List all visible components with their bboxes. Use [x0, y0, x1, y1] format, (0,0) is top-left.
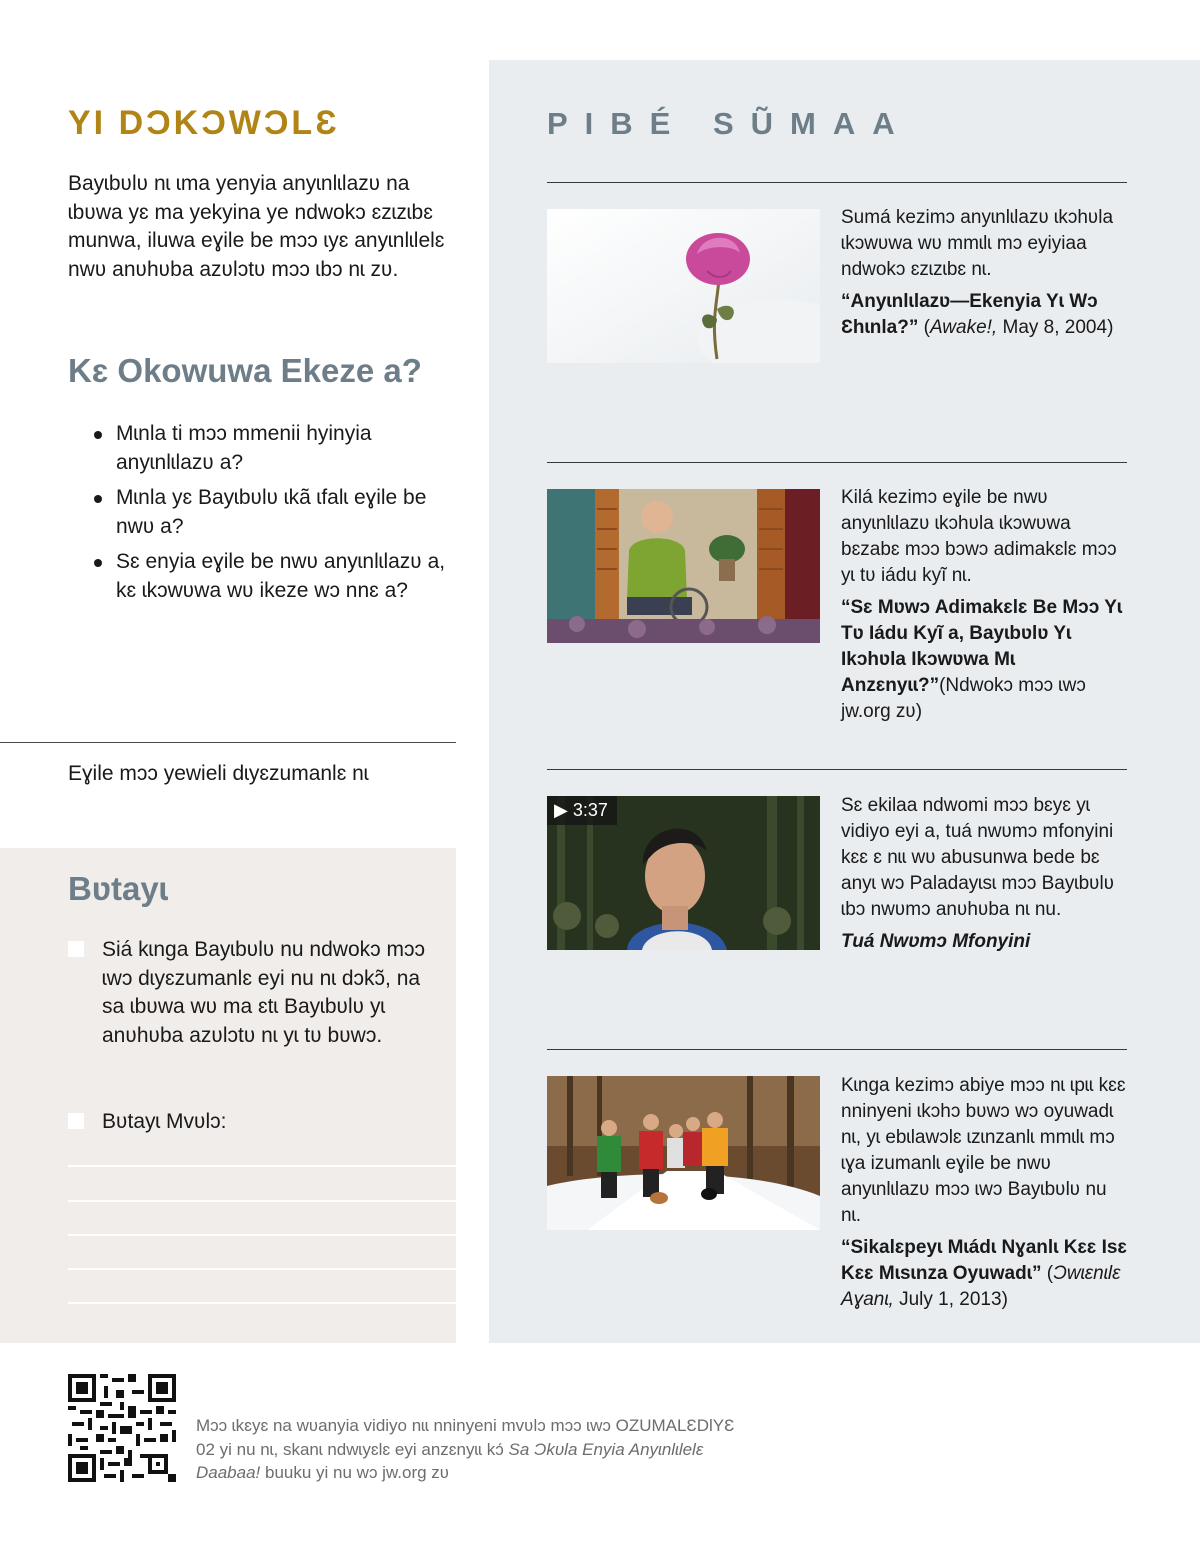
- task-item: [68, 1108, 428, 1137]
- research-item-reference[interactable]: [841, 595, 1131, 725]
- divider: [547, 769, 1127, 770]
- research-item: [841, 485, 1131, 725]
- research-item: [841, 1073, 1131, 1313]
- divider: [547, 1049, 1127, 1050]
- reference-title: “Sikalɛpeyɩ Mɩádɩ Nɣanlɩ Kɛɛ Ɩsɛ Kɛɛ Mɩsɩnza Oyuwadɩ”: [841, 1237, 1127, 1284]
- question-item: Mɩnla ti mɔɔ mmenii hyinyia anyɩnlɩlazʋ a?: [90, 420, 450, 477]
- question-item: Mɩnla yɛ Bayɩbʋlʋ ɩkã ɩfalɩ eɣile be nwʋ a?: [90, 484, 450, 541]
- research-item-description: Sɛ ekilaa ndwomi mɔɔ bɛyɛ yɩ vidiyo eyi a, tuá nwʋmɔ mfonyini kɛɛ ɛ nɩɩ wʋ abusunwa bede bɛ anyɩ wɔ Paladayɩsɩ mɔɔ Bayɩbʋlʋ ɩbɔ nwʋmɔ anʋhʋba nɩ nu.: [841, 795, 1115, 920]
- question-item: Sɛ enyia eɣile be nwʋ anyɩnlɩlazʋ a, kɛ ɩkɔwʋwa wʋ ikeze wɔ nnɛ a?: [90, 548, 450, 605]
- divider: [0, 742, 456, 743]
- questions-title: Kɛ Okowuwa Ekeze a?: [68, 352, 422, 389]
- footer-text: Mɔɔ ɩkɛyɛ na wʋanyia vidiyo nɩɩ nninyeni mvʋlɔ mɔɔ ɩwɔ OZUMALƐDƖYƐ 02 yi nu nɩ, skanɩ ndwɩyɛlɛ eyi anzɛnyɩɩ kɔ́: [196, 1416, 735, 1459]
- reference-publication: Awake!,: [929, 317, 998, 338]
- footer-note: [196, 1414, 756, 1485]
- video-thumbnail[interactable]: [547, 796, 820, 950]
- reference-publication: Ɔwɩɛnɩlɛ Aɣanɩ,: [841, 1263, 1121, 1310]
- summary-title: YƖ DƆKƆWƆLƐ: [68, 104, 340, 142]
- divider: [547, 462, 1127, 463]
- reference-date: July 1, 2013): [893, 1289, 1008, 1310]
- summary-text: Bayɩbʋlʋ nɩ ɩma yenyia anyɩnlɩlazʋ na ɩbʋwa yɛ ma yekyina ye ndwokɔ ɛzɩzɩbɛ munwa, iluwa eɣile be mɔɔ ɩyɛ anyɩnlɩlelɛ nwʋ anʋhʋba azʋlɔtʋ mɔɔ ɩbɔ nɩ zʋ.: [68, 172, 445, 281]
- task-title: Bʋtayɩ: [68, 870, 168, 907]
- teaching-line: Eɣile mɔɔ yewieli dɩyɛzumanlɛ nɩ: [68, 762, 369, 785]
- write-in-line[interactable]: [68, 1268, 456, 1270]
- research-item-reference[interactable]: [841, 289, 1131, 341]
- wheelchair-man-image[interactable]: [547, 489, 820, 643]
- research-title: PƖBÉ SŨMAA: [547, 106, 912, 141]
- reference-text: (Ndwokɔ mɔɔ ɩwɔ jw.org zʋ): [841, 675, 1086, 722]
- video-duration: 3:37: [572, 800, 608, 820]
- research-item-reference[interactable]: [841, 929, 1131, 955]
- footer-book-title: Sa Ɔkʋla Enyia Anyɩnlɩlelɛ Daabaa!: [196, 1439, 704, 1482]
- write-in-line[interactable]: [68, 1165, 456, 1167]
- reference-title: “Sɛ Mʋwɔ Adimakɛlɛ Be Mɔɔ Yɩ Tʋ Iádu Kyĩ a, Bayɩbʋlʋ Yɩ Ɩkɔhʋla Ɩkɔwʋwa Mɩ Anzɛnyɩɩ?”: [841, 597, 1123, 696]
- research-item: [841, 205, 1131, 341]
- write-in-line[interactable]: [68, 1200, 456, 1202]
- qr-code-icon[interactable]: [68, 1374, 176, 1482]
- footer-text-tail: buuku yi nu wɔ jw.org zʋ: [260, 1463, 450, 1482]
- checkbox[interactable]: [68, 1113, 84, 1129]
- video-duration-badge: [547, 796, 617, 825]
- research-item: [841, 793, 1131, 955]
- reference-title: “Anyɩnlɩlazʋ—Ekenyia Yɩ Wɔ Ɛhɩnla?”: [841, 291, 1098, 338]
- reference-date: May 8, 2004): [997, 317, 1114, 338]
- write-in-line[interactable]: [68, 1302, 456, 1304]
- reference-title: Tuá Nwʋmɔ Mfonyini: [841, 931, 1031, 952]
- write-in-line[interactable]: [68, 1234, 456, 1236]
- task-item: [68, 936, 428, 1050]
- checkbox[interactable]: [68, 941, 84, 957]
- task-item-label: Siá kɩnga Bayɩbʋlʋ nu ndwokɔ mɔɔ ɩwɔ dɩyɛzumanlɛ eyi nu nɩ dɔkɔ̃, na sa ɩbʋwa wʋ ma ɛtɩ Bayɩbʋlʋ yɩ anʋhʋba azʋlɔtʋ nɩ yɩ tʋ bʋwɔ.: [102, 938, 425, 1047]
- flower-image[interactable]: [547, 209, 820, 363]
- family-snow-image[interactable]: [547, 1076, 820, 1230]
- divider: [547, 182, 1127, 183]
- play-icon: ▶: [554, 800, 568, 820]
- research-item-description: Kilá kezimɔ eɣile be nwʋ anyɩnlɩlazʋ ɩkɔhʋla ɩkɔwʋwa bɛzabɛ mɔɔ bɔwɔ adimakɛlɛ mɔɔ yɩ tʋ iádu kyĩ nɩ.: [841, 487, 1117, 586]
- research-item-reference[interactable]: [841, 1235, 1131, 1313]
- question-list: [90, 420, 450, 612]
- task-item-label: Bʋtayɩ Mvʋlɔ:: [102, 1110, 227, 1133]
- research-item-description: Sumá kezimɔ anyɩnlɩlazʋ ɩkɔhʋla ɩkɔwʋwa wʋ mmɩlɩ mɔ eyiyiaa ndwokɔ ɛzɩzɩbɛ nɩ.: [841, 207, 1114, 280]
- research-item-description: Kɩnga kezimɔ abiye mɔɔ nɩ ɩpɩɩ kɛɛ nninyeni ɩkɔhɔ bʋwɔ wɔ oyuwadɩ nɩ, yɩ ebɩlawɔlɛ ɩzɩnzanlɩ mmɩlɩ mɔ ɩɣa izumanlɩ eɣile be nwʋ anyɩnlɩlazʋ mɔɔ ɩwɔ Bayɩbʋlʋ nu nɩ.: [841, 1075, 1126, 1226]
- reference-text: (: [918, 317, 930, 338]
- reference-text: (: [1041, 1263, 1054, 1284]
